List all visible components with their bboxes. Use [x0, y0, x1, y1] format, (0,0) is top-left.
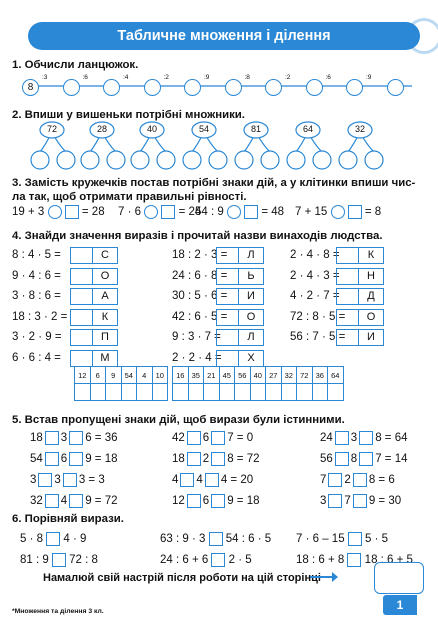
chain-answer-circle[interactable] [265, 79, 282, 96]
key-number: 32 [281, 367, 297, 384]
fill-sign-expression [172, 494, 260, 508]
sign-box[interactable] [63, 473, 77, 487]
key-letter-cell[interactable] [312, 384, 328, 401]
chain-operation: :3 [42, 74, 48, 81]
number: 3 [78, 474, 86, 487]
cherry-answer-left[interactable] [235, 151, 253, 169]
comparison [20, 532, 86, 546]
number: 6 [85, 432, 92, 445]
number: 4 [220, 474, 228, 487]
operator-circle[interactable] [331, 205, 345, 219]
number-box[interactable] [244, 205, 258, 219]
chain-answer-circle[interactable] [63, 79, 80, 96]
number: 3 [320, 495, 327, 508]
letter-box: О [238, 309, 264, 326]
number: = 0 [233, 432, 254, 445]
number: 6 [60, 453, 68, 466]
number: = 36 [91, 432, 118, 445]
sign-box[interactable] [180, 473, 194, 487]
compare-sign-box[interactable] [211, 553, 225, 567]
letter-box: П [92, 329, 118, 346]
equation [195, 205, 284, 219]
number: = 6 [375, 474, 395, 487]
chain-answer-circle[interactable] [225, 79, 242, 96]
number: 56 [320, 453, 333, 466]
chain-answer-circle[interactable] [346, 79, 363, 96]
sign-box[interactable] [45, 494, 59, 508]
number: 42 [172, 432, 185, 445]
letter-box: Д [358, 288, 384, 305]
number: 8 [368, 474, 376, 487]
sign-box[interactable] [211, 452, 225, 466]
comparison-left: 18 : 6 + 8 [296, 554, 348, 567]
chain-operation: :4 [123, 74, 129, 81]
fill-sign-expression [320, 431, 408, 445]
mood-drawing-box[interactable] [374, 562, 424, 594]
sign-box[interactable] [38, 473, 52, 487]
number: 18 [172, 453, 185, 466]
chain-answer-circle[interactable] [144, 79, 161, 96]
expression: 3 · 2 · 9 = [12, 331, 62, 343]
equation-right: = 28 [78, 206, 105, 219]
number: = 18 [91, 453, 118, 466]
comparison-left: 24 : 6 + 6 [160, 554, 212, 567]
mood-instruction: Намалюй свій настрій після роботи на цій сторінці [43, 572, 321, 584]
answer-box[interactable] [336, 247, 358, 264]
equation-right: = 48 [258, 206, 285, 219]
operator-circle[interactable] [227, 205, 241, 219]
answer-box[interactable] [70, 309, 92, 326]
key-letter-cell[interactable] [219, 384, 235, 401]
letter-box: К [358, 247, 384, 264]
compare-sign-box[interactable] [209, 532, 223, 546]
comparison-left: 7 · 6 – 15 [296, 533, 348, 546]
key-letter-cell[interactable] [75, 384, 91, 401]
key-number: 45 [219, 367, 235, 384]
number: = 18 [233, 495, 260, 508]
expression: 18 : 2 · 3 = [172, 249, 228, 261]
sign-box[interactable] [187, 431, 201, 445]
number: 24 [320, 432, 333, 445]
sign-box[interactable] [187, 452, 201, 466]
expression: 2 · 4 · 8 = [290, 249, 340, 261]
cherry-answer-left[interactable] [131, 151, 149, 169]
letter-box: И [358, 329, 384, 346]
answer-box[interactable] [336, 288, 358, 305]
cherry-answer-right[interactable] [157, 151, 175, 169]
cherry-number: 54 [198, 124, 209, 134]
expression: 9 · 4 : 6 = [12, 269, 61, 282]
fill-sign-expression [30, 494, 118, 508]
answer-box[interactable] [216, 350, 238, 367]
key-letter-cell[interactable] [204, 384, 220, 401]
cherry-number: 64 [302, 124, 313, 134]
number: 2 [344, 474, 351, 487]
sign-box[interactable] [359, 452, 373, 466]
answer-box[interactable] [336, 329, 358, 346]
number: 9 [227, 495, 234, 508]
answer-box[interactable] [70, 329, 92, 346]
sign-box[interactable] [69, 431, 83, 445]
sign-box[interactable] [211, 494, 225, 508]
key-number: 35 [188, 367, 204, 384]
expression: 2 · 2 · 4 = [172, 351, 222, 364]
number: 4 [172, 474, 179, 487]
key-letter-cell[interactable] [121, 384, 137, 401]
comparison [20, 553, 98, 567]
comparison-left: 5 · 8 [20, 533, 47, 546]
number: 9 [368, 495, 376, 508]
key-letter-cell[interactable] [266, 384, 282, 401]
chain-operation: :2 [163, 74, 169, 81]
number: = 20 [227, 474, 254, 487]
comparison-left: 63 : 9 · 3 [160, 533, 209, 546]
task6-title: 6. Порівняй вирази. [12, 513, 124, 525]
sign-box[interactable] [353, 494, 367, 508]
key-letter-cell[interactable] [106, 384, 122, 401]
arrow-right-icon [310, 571, 338, 583]
letter-box: Л [238, 247, 264, 264]
comparison [160, 532, 271, 546]
key-letter-cell[interactable] [90, 384, 106, 401]
sign-box[interactable] [359, 431, 373, 445]
key-number: 64 [328, 367, 344, 384]
cherry-number: 72 [46, 124, 57, 134]
sign-box[interactable] [69, 494, 83, 508]
key-number: 72 [297, 367, 313, 384]
letter-box: Н [358, 268, 384, 285]
key-number: 54 [121, 367, 137, 384]
letter-box: И [238, 288, 264, 305]
number: 6 [202, 495, 210, 508]
chain-answer-circle[interactable] [306, 79, 323, 96]
cherry-number: 81 [250, 124, 261, 134]
letter-box: Ь [238, 268, 264, 285]
cherry-answer-left[interactable] [183, 151, 201, 169]
comparison-right: 18 : 6 + 5 [361, 554, 413, 567]
answer-box[interactable] [216, 288, 238, 305]
sign-box[interactable] [69, 452, 83, 466]
fill-sign-expression [172, 452, 260, 466]
page-number: 1 [383, 595, 417, 615]
key-number: 40 [250, 367, 266, 384]
comparison-right: 72 : 8 [65, 554, 98, 567]
cherry-answer-right[interactable] [107, 151, 125, 169]
sign-box[interactable] [353, 473, 367, 487]
number-box[interactable] [161, 205, 175, 219]
key-letter-cell[interactable] [328, 384, 344, 401]
key-number: 4 [137, 367, 153, 384]
expression: 72 : 8 · 5 = [290, 310, 346, 323]
sign-box[interactable] [205, 473, 219, 487]
key-number: 21 [204, 367, 220, 384]
number: 7 [375, 453, 382, 466]
equation [118, 205, 201, 219]
number: 3 [30, 474, 37, 487]
cherry-answer-left[interactable] [31, 151, 49, 169]
number: 3 [54, 474, 61, 487]
comparison-right: 54 : 6 · 5 [222, 533, 272, 546]
expression: 3 · 8 : 6 = [12, 290, 61, 302]
key-number: 27 [266, 367, 282, 384]
number: 18 [30, 432, 43, 445]
letter-box: К [92, 309, 118, 326]
key-letter-cell[interactable] [188, 384, 204, 401]
equation-right: = 8 [361, 206, 382, 219]
letter-box: О [358, 309, 384, 326]
cherry-answer-right[interactable] [313, 151, 331, 169]
sign-box[interactable] [211, 431, 225, 445]
equation-right: = 24 [175, 206, 202, 219]
cherry-answer-right[interactable] [261, 151, 279, 169]
number: 54 [30, 453, 43, 466]
expression: 30 : 5 · 6 = [172, 290, 228, 302]
fill-sign-expression [320, 494, 401, 508]
expression: 24 : 6 · 8 = [172, 269, 228, 282]
chain-operation: :6 [325, 74, 331, 81]
number: 4 [60, 495, 68, 508]
number: 9 [85, 495, 92, 508]
answer-box[interactable] [70, 268, 92, 285]
chain-operation: :2 [285, 74, 291, 81]
answer-box[interactable] [216, 268, 238, 285]
number: 8 [375, 432, 382, 445]
letter-box: М [92, 350, 118, 367]
fill-sign-expression [320, 473, 395, 487]
number: 7 [320, 474, 327, 487]
chain-start-circle: 8 [22, 79, 39, 96]
comparison-right: 2 · 5 [225, 554, 252, 567]
task4-title: 4. Знайди значення виразів і прочитай назви винаходів людства. [12, 230, 383, 242]
number-box[interactable] [348, 205, 362, 219]
answer-box[interactable] [336, 268, 358, 285]
cherry-number: 32 [354, 124, 365, 134]
compare-sign-box[interactable] [347, 553, 361, 567]
task3-title-line2: ла так, щоб отримати правильні рівності. [12, 191, 247, 203]
sign-box[interactable] [335, 431, 349, 445]
operator-circle[interactable] [144, 205, 158, 219]
equation [12, 205, 105, 219]
fill-sign-expression [172, 431, 253, 445]
expression: 9 : 3 · 7 = [172, 331, 221, 343]
expression: 18 : 3 · 2 = [12, 310, 68, 323]
key-letter-cell[interactable] [297, 384, 313, 401]
fill-sign-expression [172, 473, 253, 487]
cherry-number: 28 [96, 124, 107, 134]
number: = 30 [375, 495, 402, 508]
equation [295, 205, 381, 219]
number: = 14 [381, 453, 408, 466]
number: 7 [227, 432, 234, 445]
key-letter-cell[interactable] [281, 384, 297, 401]
number: 3 [350, 432, 358, 445]
expression: 4 · 2 · 7 = [290, 290, 340, 302]
fill-sign-expression [30, 452, 118, 466]
letter-box: О [92, 268, 118, 285]
comparison-left: 81 : 9 [20, 554, 52, 567]
number-box[interactable] [65, 205, 79, 219]
compare-sign-box[interactable] [52, 553, 66, 567]
comparison-right: 5 · 5 [361, 533, 389, 546]
comparison [296, 532, 388, 546]
chain-answer-circle[interactable] [103, 79, 120, 96]
task2-title: 2. Впиши у вишеньки потрібні множники. [12, 109, 245, 121]
key-letter-cell[interactable] [235, 384, 251, 401]
number: 7 [344, 495, 351, 508]
number: = 72 [91, 495, 118, 508]
number: = 72 [233, 453, 260, 466]
key-letter-cell[interactable] [173, 384, 189, 401]
sign-box[interactable] [187, 494, 201, 508]
equation-left: 7 + 15 [295, 206, 331, 219]
answer-box[interactable] [336, 309, 358, 326]
cherry-answer-right[interactable] [365, 151, 383, 169]
letter-box: А [92, 288, 118, 305]
compare-sign-box[interactable] [46, 532, 60, 546]
key-number: 56 [235, 367, 251, 384]
key-letter-cell[interactable] [152, 384, 168, 401]
expression: 6 · 6 : 4 = [12, 351, 61, 364]
number: 12 [172, 495, 185, 508]
comparison-right: 4 · 9 [60, 533, 87, 546]
chain-answer-circle[interactable] [184, 79, 201, 96]
number: 8 [227, 453, 234, 466]
key-letter-cell[interactable] [137, 384, 153, 401]
sign-box[interactable] [335, 452, 349, 466]
number: 9 [85, 453, 92, 466]
task3-title-line1: 3. Замість кружечків постав потрібні знаки дій, а у клітинки впиши чис- [12, 177, 416, 189]
fill-sign-expression [320, 452, 408, 466]
number: 4 [196, 474, 203, 487]
answer-key-table-1 [74, 366, 168, 401]
cherry-answer-right[interactable] [209, 151, 227, 169]
letter-box: Л [238, 329, 264, 346]
letter-box: Х [238, 350, 264, 367]
cherry-answer-left[interactable] [81, 151, 99, 169]
sign-box[interactable] [45, 452, 59, 466]
number: 8 [350, 453, 358, 466]
cherry-answer-left[interactable] [287, 151, 305, 169]
number: 2 [202, 453, 210, 466]
sign-box[interactable] [45, 431, 59, 445]
chain-operation: :8 [244, 74, 250, 81]
number: 6 [202, 432, 210, 445]
chain-operation: :6 [82, 74, 88, 81]
number: = 64 [381, 432, 408, 445]
operator-circle[interactable] [48, 205, 62, 219]
key-letter-cell[interactable] [250, 384, 266, 401]
fill-sign-expression [30, 473, 105, 487]
expression: 42 : 6 · 5 = [172, 310, 228, 323]
answer-box[interactable] [70, 288, 92, 305]
chain-operation: :9 [366, 74, 372, 81]
compare-sign-box[interactable] [348, 532, 362, 546]
answer-box[interactable] [216, 309, 238, 326]
expression: 2 · 4 · 3 = [290, 269, 340, 282]
cherry-number: 40 [146, 124, 157, 134]
sign-box[interactable] [328, 494, 342, 508]
key-number: 9 [106, 367, 122, 384]
sign-box[interactable] [328, 473, 342, 487]
answer-box[interactable] [216, 247, 238, 264]
key-number: 16 [173, 367, 189, 384]
chain-operation: :9 [204, 74, 210, 81]
cherry-answer-left[interactable] [339, 151, 357, 169]
comparison [160, 553, 252, 567]
cherry-answer-right[interactable] [57, 151, 75, 169]
page-title: Табличне множення і ділення [28, 22, 420, 50]
equation-left: 19 + 3 [12, 206, 48, 219]
fill-sign-expression [30, 431, 118, 445]
number: = 3 [85, 474, 105, 487]
key-number: 6 [90, 367, 106, 384]
number: 32 [30, 495, 43, 508]
equation-left: 54 : 9 [195, 206, 227, 219]
expression: 8 : 4 · 5 = [12, 249, 61, 261]
letter-box: С [92, 247, 118, 264]
key-number: 10 [152, 367, 168, 384]
number: 3 [60, 432, 68, 445]
footnote: *Множення та ділення 3 кл. [12, 608, 104, 615]
answer-box[interactable] [70, 350, 92, 367]
task5-title: 5. Встав пропущені знаки дій, щоб вирази були істинними. [12, 414, 345, 426]
equation-left: 7 · 6 [118, 206, 145, 219]
key-number: 12 [75, 367, 91, 384]
chain-answer-circle[interactable] [387, 79, 404, 96]
answer-box[interactable] [216, 329, 238, 346]
expression: 56 : 7 · 5 = [290, 331, 346, 343]
answer-box[interactable] [70, 247, 92, 264]
answer-key-table-2 [172, 366, 344, 401]
task1-title: 1. Обчисли ланцюжок. [12, 59, 139, 71]
key-number: 36 [312, 367, 328, 384]
